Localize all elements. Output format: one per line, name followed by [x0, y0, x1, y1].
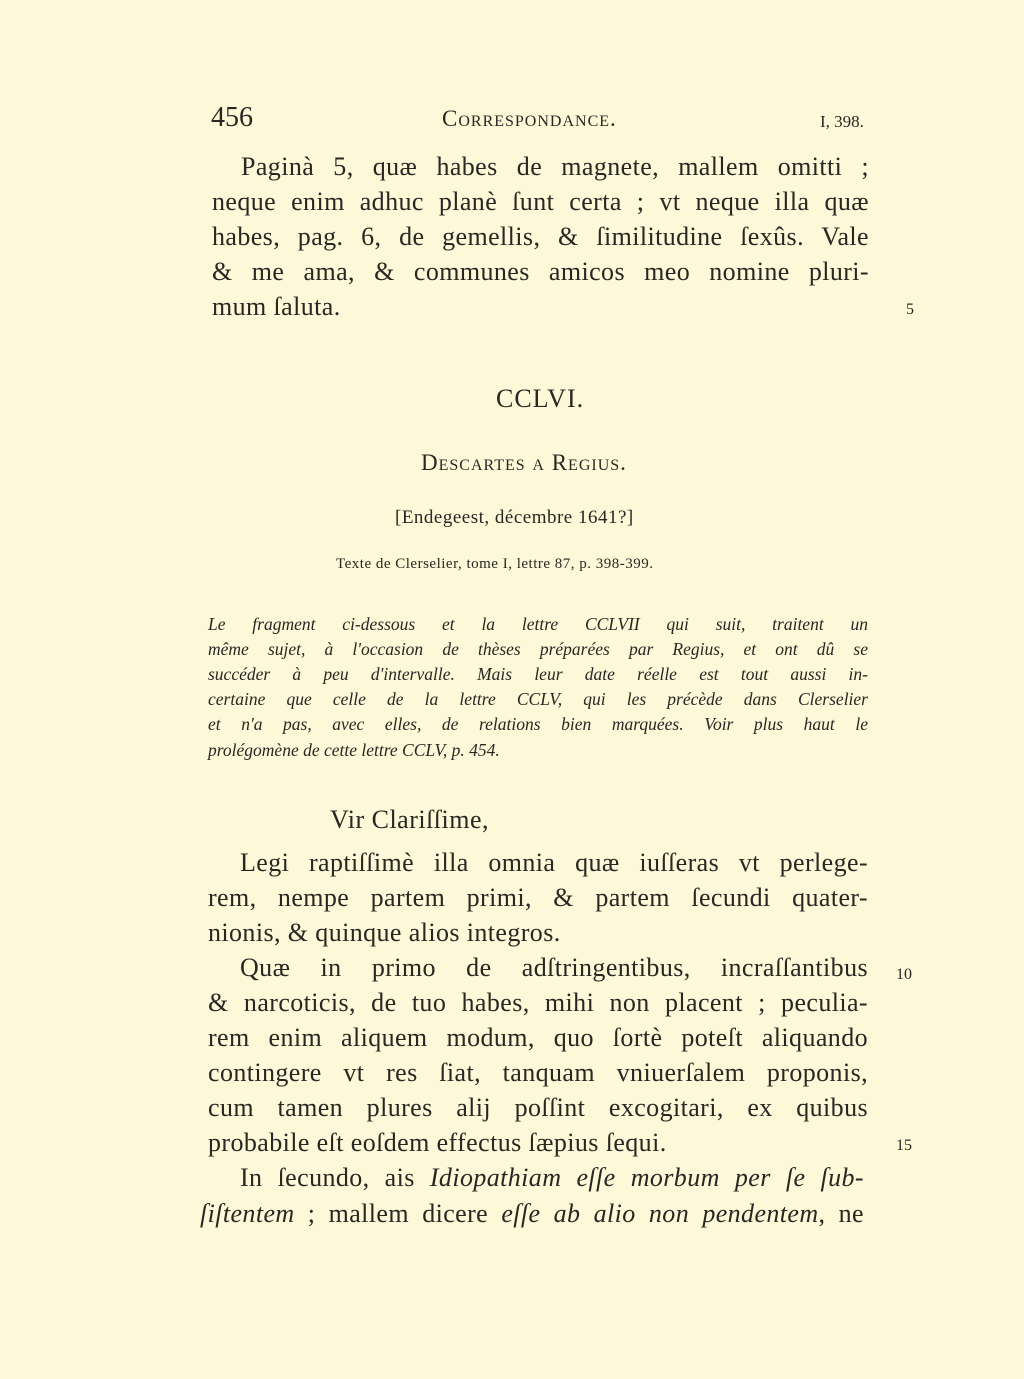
- note-line: Le fragment ci-dessous et la lettre CCLVII qui suit, traitent un: [208, 614, 868, 634]
- roman-run: ; mallem dicere: [294, 1199, 502, 1228]
- text-line: Legi raptiſſimè illa omnia quæ iuſſeras vt perlege-: [240, 848, 868, 877]
- text-line: rem, nempe partem primi, & partem ſecundi quater-: [208, 883, 868, 912]
- line-number: 10: [896, 966, 912, 983]
- note-line: succéder à peu d'intervalle. Mais leur date réelle est tout aussi in-: [208, 664, 868, 684]
- letter-number: CCLVI.: [496, 384, 585, 413]
- text-line: & me ama, & communes amicos meo nomine pluri-: [212, 257, 869, 286]
- running-title: Correspondance.: [442, 106, 617, 131]
- roman-run: In ſecundo, ais: [240, 1163, 430, 1192]
- source-note: Texte de Clerselier, tome I, lettre 87, p. 398-399.: [336, 556, 654, 572]
- roman-run: , ne: [818, 1199, 864, 1228]
- note-line: même sujet, à l'occasion de thèses préparées par Regius, et ont dû se: [208, 639, 868, 659]
- line-number: 5: [906, 301, 914, 318]
- italic-run: eſſe ab alio non pendentem: [501, 1199, 819, 1228]
- text-line: rem enim aliquem modum, quo ſortè poteſt aliquando: [208, 1023, 868, 1052]
- text-line: & narcoticis, de tuo habes, mihi non placent ; peculia-: [208, 988, 868, 1017]
- text-line: [200, 1199, 864, 1229]
- line-number: 15: [896, 1137, 912, 1154]
- letter-title: Descartes a Regius.: [421, 450, 627, 475]
- text-line: nionis, & quinque alios integros.: [208, 918, 561, 947]
- text-line: Quæ in primo de adſtringentibus, incraſſantibus: [240, 953, 868, 982]
- note-line: prolégomène de cette lettre CCLV, p. 454.: [208, 740, 500, 760]
- note-line: certaine que celle de la lettre CCLV, qui les précède dans Clerselier: [208, 689, 868, 709]
- text-line: contingere vt res ſiat, tanquam vniuerſalem proponis,: [208, 1058, 868, 1087]
- italic-run: Idiopathiam eſſe morbum per ſe ſub-: [429, 1163, 864, 1192]
- italic-run: ſiſtentem: [200, 1199, 295, 1228]
- text-line: habes, pag. 6, de gemellis, & ſimilitudine ſexûs. Vale: [212, 222, 869, 251]
- note-line: et n'a pas, avec elles, de relations bien marquées. Voir plus haut le: [208, 714, 868, 734]
- text-line: neque enim adhuc planè ſunt certa ; vt neque illa quæ: [212, 187, 869, 216]
- salutation: Vir Clariſſime,: [330, 805, 490, 834]
- volume-reference: I, 398.: [820, 112, 864, 131]
- letter-date: [Endegeest, décembre 1641?]: [395, 507, 634, 528]
- text-line: Paginà 5, quæ habes de magnete, mallem omitti ;: [241, 152, 869, 181]
- text-line: cum tamen plures alij poſſint excogitari, ex quibus: [208, 1093, 868, 1122]
- text-line: [240, 1163, 864, 1193]
- page-number: 456: [211, 102, 253, 133]
- text-line: mum ſaluta.: [212, 292, 341, 321]
- text-line: probabile eſt eoſdem effectus ſæpius ſequi.: [208, 1128, 667, 1157]
